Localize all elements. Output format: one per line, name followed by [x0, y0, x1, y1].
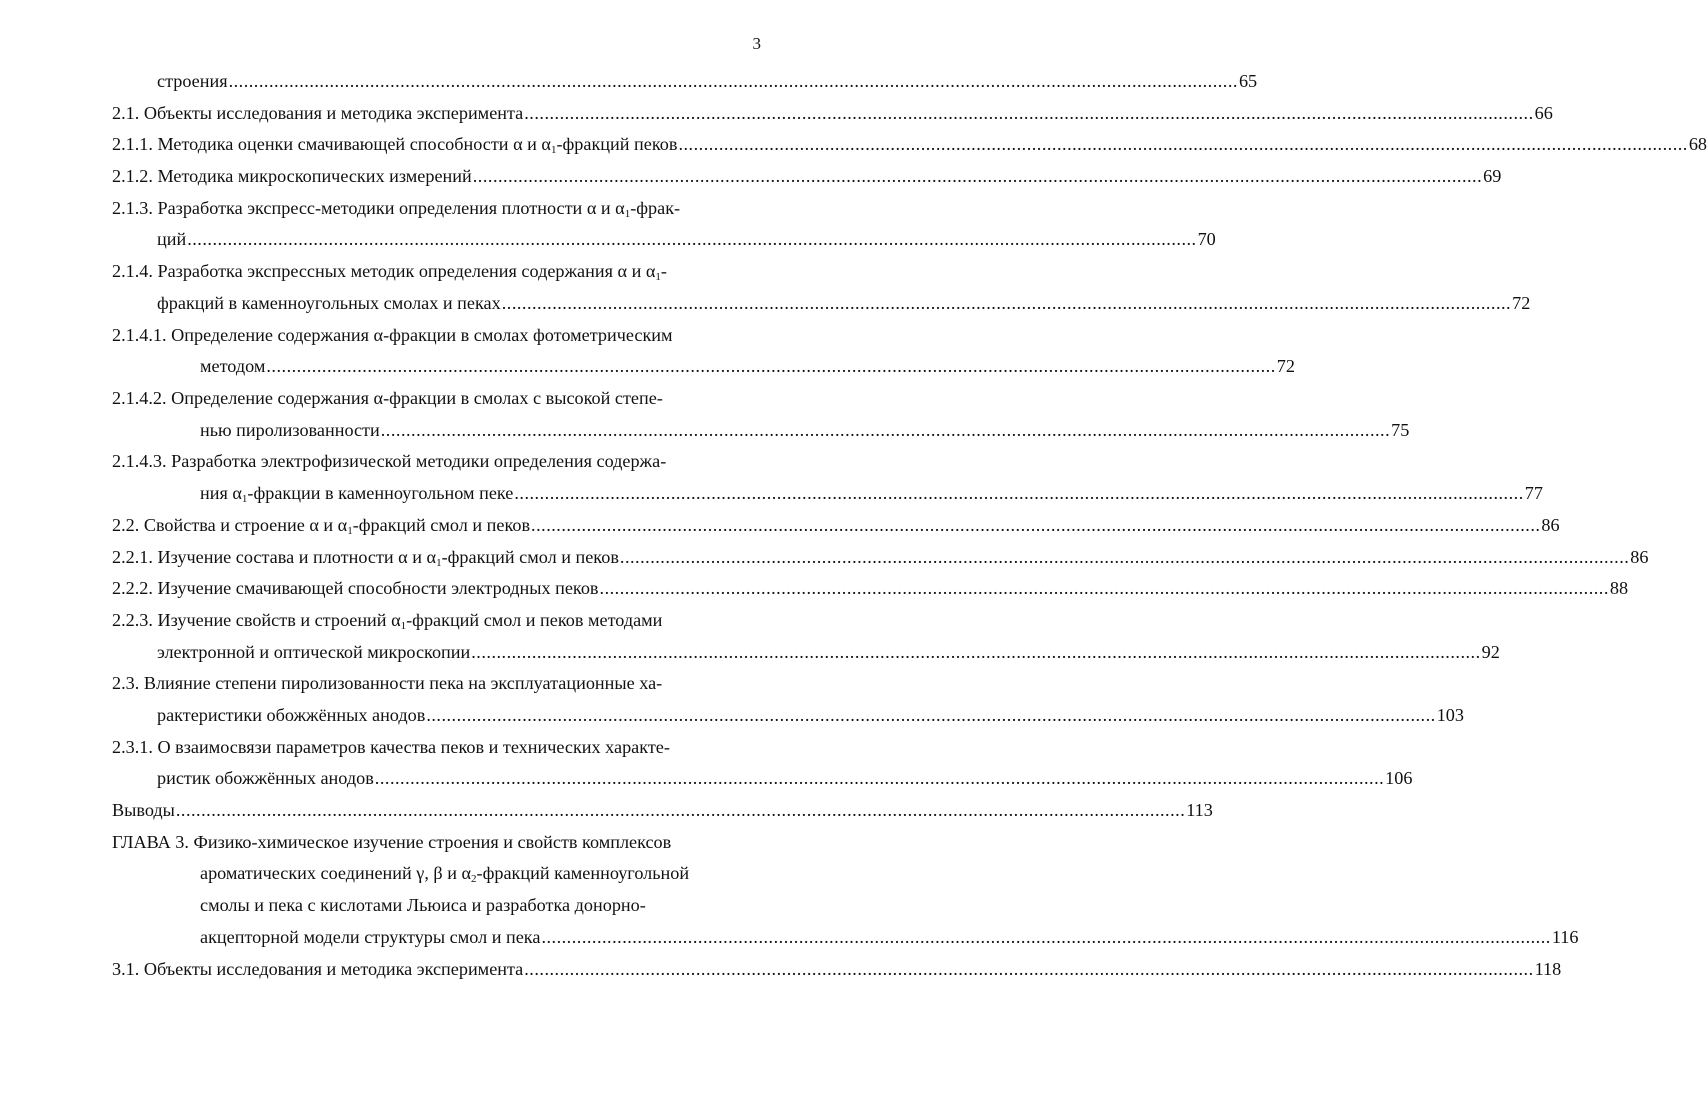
toc-leader: ........................................................................................................................................................................................................: [175, 800, 1186, 821]
toc-entry-text: 2.1.4.3. Разработка электрофизической методики определения содержа-: [112, 451, 667, 472]
toc-line: [112, 926, 1579, 959]
toc-line: [112, 704, 1464, 737]
toc-page-number: 70: [1197, 229, 1216, 250]
toc-line: [112, 958, 1562, 991]
toc-entry-text: 2.1. Объекты исследования и методика эксперимента: [112, 102, 524, 123]
toc-entry-text: акцепторной модели структуры смол и пека: [200, 926, 541, 947]
toc-line: [112, 641, 1500, 674]
toc-entry-text: 2.1.2. Методика микроскопических измерений: [112, 166, 472, 187]
toc-line: [112, 325, 752, 357]
toc-entry-text: 2.2.3. Изучение свойств и строений $\alpha_1$-фракций смол и пеков методами: [112, 609, 663, 632]
toc-entry-text: 2.1.3. Разработка экспресс-методики определения плотности α и $\alpha_1-фрак-$: [112, 197, 681, 220]
toc-leader: ........................................................................................................................................................................................................: [531, 514, 1541, 535]
toc-entry: [112, 736, 1413, 800]
toc-entry: [112, 800, 1213, 832]
toc-entry-text: 3.1. Объекты исследования и методика эксперимента: [112, 958, 524, 979]
toc-line: [112, 71, 1258, 103]
toc-entry-text: 2.3. Влияние степени пиролизованности пека на эксплуатационные ха-: [112, 673, 663, 694]
toc-line: [112, 578, 1629, 610]
toc-entry-text: 2.1.4. Разработка экспрессных методик определения содержания α и $\alpha_1-$: [112, 261, 667, 284]
toc-line: [112, 198, 752, 230]
page-number: 3: [752, 34, 761, 53]
toc-page-number: 72: [1276, 356, 1295, 377]
toc-line: [112, 166, 1502, 198]
toc-page-number: 92: [1481, 641, 1500, 662]
toc-leader: ........................................................................................................................................................................................................: [524, 102, 1534, 123]
toc-entry-text: смолы и пека с кислотами Льюиса и разработка донорно-: [200, 895, 646, 916]
toc-page-number: 113: [1186, 800, 1213, 821]
toc-line: [112, 673, 752, 705]
toc-entry: [112, 197, 1216, 261]
toc-page-number: 65: [1238, 71, 1258, 91]
toc-line: [112, 261, 752, 293]
toc-entry: [112, 261, 1531, 324]
toc-line: [112, 800, 1213, 832]
toc-line: [112, 546, 1649, 579]
toc-entry: [112, 831, 1579, 959]
toc-entry: [112, 514, 1560, 547]
toc-entry-text: 2.2.1. Изучение состава и плотности α и $\alpha_1$-фракций смол и пеков: [112, 546, 619, 569]
toc-page-number: 66: [1534, 102, 1553, 123]
toc-entry: [112, 958, 1562, 991]
toc-page-number: 118: [1534, 958, 1562, 979]
toc-page-number: 75: [1391, 419, 1410, 440]
toc-leader: ........................................................................................................................................................................................................: [541, 926, 1551, 947]
toc-leader: ........................................................................................................................................................................................................: [524, 958, 1534, 979]
toc-entry: [112, 388, 1410, 451]
toc-line: [112, 356, 1295, 388]
toc-line: [112, 610, 752, 642]
toc-entry-text: Выводы: [112, 800, 175, 821]
toc-line: [112, 388, 752, 420]
toc-entry-text: ций: [157, 229, 187, 250]
toc-page-number: 69: [1483, 166, 1502, 187]
toc-entry-text: ния $\alpha_1$-фракции в каменноугольном пеке: [200, 483, 514, 506]
toc-entry-text: 2.1.4.2. Определение содержания α-фракции в смолах с высокой степе-: [112, 388, 663, 408]
toc-entry-text: 2.1.1. Методика оценки смачивающей способности α и $\alpha_1$-фракций пеков: [112, 134, 678, 157]
toc-line: [112, 863, 752, 895]
toc-leader: ........................................................................................................................................................................................................: [471, 641, 1481, 662]
toc-line: [112, 895, 752, 927]
toc-line: [112, 102, 1553, 135]
toc-page-number: 77: [1524, 483, 1543, 504]
toc-page-number: 68: [1688, 134, 1707, 155]
toc-entry: [112, 71, 1258, 103]
toc-entry-text: нью пиролизованности: [200, 419, 380, 440]
toc-entry: [112, 578, 1629, 610]
toc-entry-text: ристик обожжённых анодов: [157, 768, 374, 789]
toc-leader: ........................................................................................................................................................................................................: [619, 546, 1630, 567]
toc-page-number: 103: [1436, 704, 1464, 725]
toc-leader: ........................................................................................................................................................................................................: [266, 356, 1276, 377]
toc-line: [112, 419, 1410, 452]
toc-entry-text: электронной и оптической микроскопии: [157, 641, 471, 662]
toc-leader: ........................................................................................................................................................................................................: [228, 71, 1238, 91]
toc-entry: [112, 166, 1502, 198]
toc-line: [112, 832, 752, 864]
toc-entry-text: 2.3.1. О взаимосвязи параметров качества пеков и технических характе-: [112, 736, 670, 757]
toc-entry-text: ароматических соединений γ, β и $\alpha_2$-фракций каменноугольной: [200, 863, 690, 886]
toc-line: [112, 768, 1413, 800]
toc-leader: ........................................................................................................................................................................................................: [678, 134, 1688, 155]
toc-line: [112, 134, 1707, 166]
toc-line: [112, 292, 1531, 325]
toc-entry-text: методом: [200, 356, 266, 377]
toc-page-number: 116: [1551, 926, 1579, 947]
toc-leader: ........................................................................................................................................................................................................: [426, 704, 1436, 725]
toc-leader: ........................................................................................................................................................................................................: [380, 419, 1391, 440]
toc-entry-text: 2.2.2. Изучение смачивающей способности электродных пеков: [112, 578, 599, 599]
toc-entry-text: 2.1.4.1. Определение содержания α-фракции в смолах фотометрическим: [112, 324, 673, 345]
toc-line: [112, 514, 1560, 547]
toc-entry: [112, 134, 1707, 166]
toc-page-number: 86: [1541, 514, 1560, 535]
toc-entry-text: ГЛАВА 3. Физико-химическое изучение строения и свойств комплексов: [112, 831, 672, 852]
toc-page-number: 88: [1609, 578, 1629, 599]
toc-line: [112, 451, 752, 483]
toc-entry-text: фракций в каменноугольных смолах и пеках: [157, 292, 501, 313]
toc-page-number: 86: [1630, 546, 1649, 567]
toc-page-number: 106: [1385, 768, 1413, 789]
toc-page-number: 72: [1512, 292, 1531, 313]
toc-line: [112, 229, 1216, 261]
toc-entry-text: строения: [157, 71, 228, 91]
toc-entry: [112, 324, 1295, 388]
toc-line: [112, 737, 752, 769]
toc-entry: [112, 609, 1500, 673]
toc-entry-text: 2.2. Свойства и строение α и $\alpha_1$-фракций смол и пеков: [112, 514, 531, 537]
toc-leader: ........................................................................................................................................................................................................: [501, 292, 1512, 313]
toc-leader: ........................................................................................................................................................................................................: [374, 768, 1385, 789]
toc-entry: [112, 546, 1649, 579]
toc-leader: ........................................................................................................................................................................................................: [599, 578, 1609, 599]
toc-line: [112, 483, 1543, 515]
toc-leader: ........................................................................................................................................................................................................: [472, 166, 1483, 187]
toc-entry: [112, 451, 1543, 514]
toc-entry: [112, 673, 1464, 736]
toc-entry-text: рактеристики обожжённых анодов: [157, 704, 426, 725]
toc-leader: ........................................................................................................................................................................................................: [187, 229, 1197, 250]
toc-entry: [112, 102, 1553, 135]
toc-leader: ........................................................................................................................................................................................................: [514, 483, 1524, 504]
